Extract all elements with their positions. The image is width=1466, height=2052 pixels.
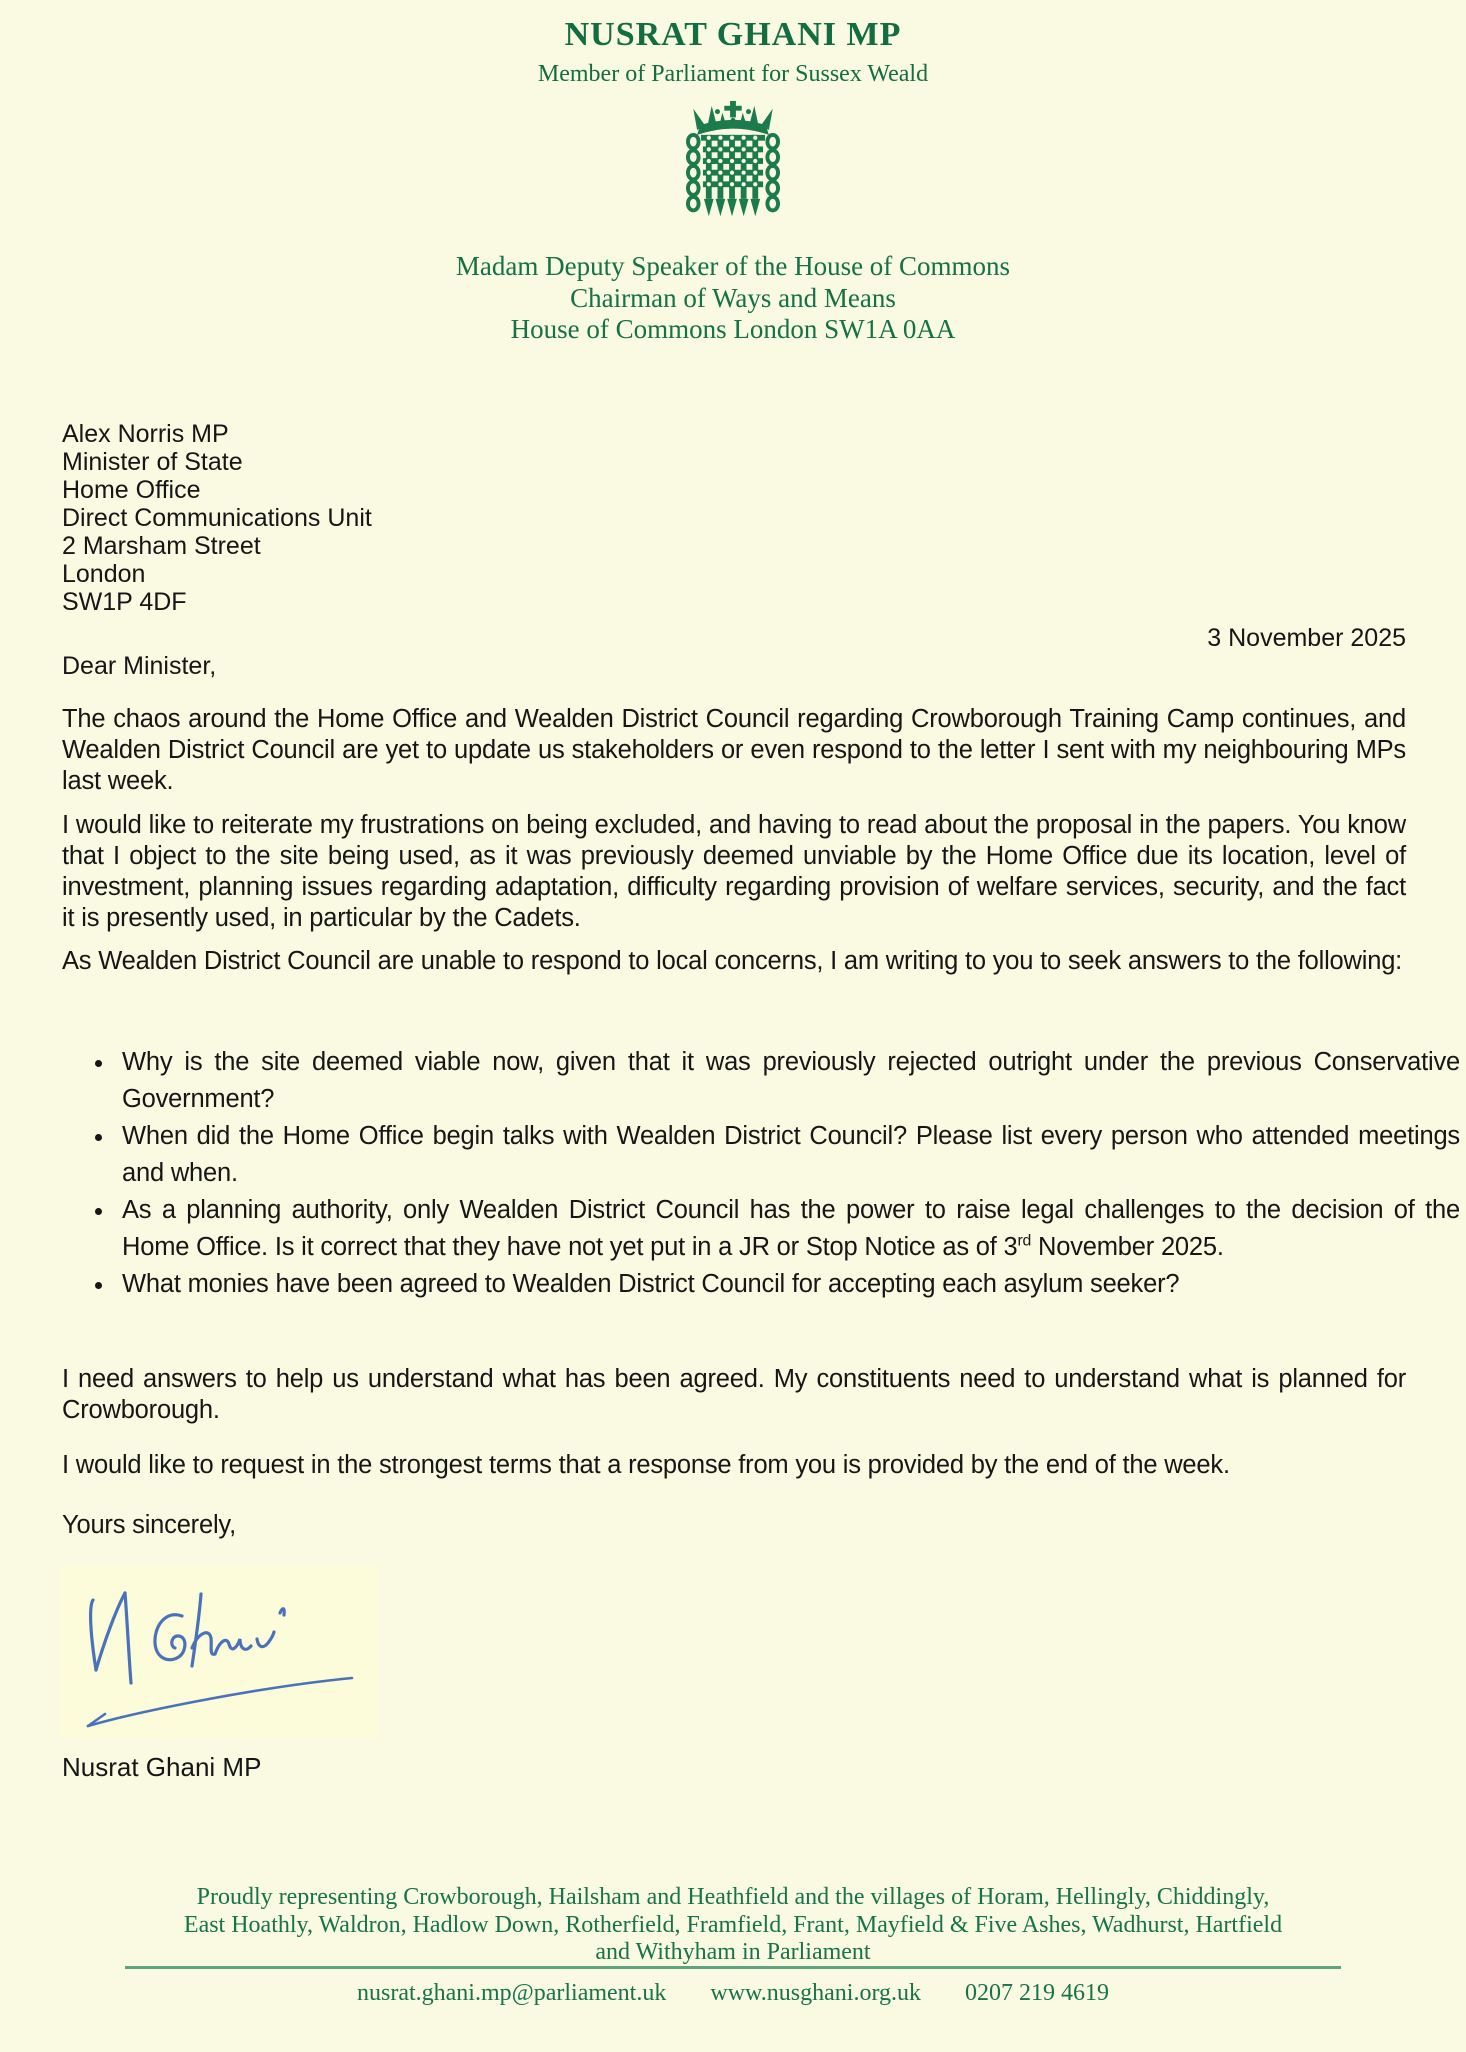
address-line: SW1P 4DF	[62, 588, 187, 616]
footer-representation-line: East Hoathly, Waldron, Hadlow Down, Rotherfield, Framfield, Frant, Mayfield & Five Ashes, Wadhurst, Hartfield	[183, 1911, 1283, 1938]
bullet-text: November 2025.	[1031, 1233, 1224, 1261]
address-line: London	[62, 560, 146, 588]
valediction: Yours sincerely,	[62, 1511, 236, 1539]
letterhead	[0, 16, 1466, 346]
bullet-item	[116, 1118, 1460, 1192]
portcullis-logo	[0, 100, 1466, 229]
portcullis-icon	[684, 100, 782, 224]
footer-representation-line: and Withyham in Parliament	[595, 1939, 871, 1965]
letter-date: 3 November 2025	[1207, 624, 1406, 652]
role-line: House of Commons London SW1A 0AA	[510, 314, 956, 344]
bullet-item	[116, 1266, 1460, 1303]
footer-representation-line: Proudly representing Crowborough, Hailsham and Heathfield and the villages of Horam, Hellingly, Chiddingly,	[196, 1884, 1270, 1910]
role-line: Chairman of Ways and Means	[570, 282, 896, 313]
bullet-text: What monies have been agreed to Wealden District Council for accepting each asylum seeker?	[122, 1270, 1180, 1298]
bullet-text: Why is the site deemed viable now, given that it was previously rejected outright under the previous Conservative Government?	[122, 1048, 1460, 1113]
body-paragraph-1: The chaos around the Home Office and Wealden District Council regarding Crowborough Training Camp continues, and Wealden District Council are yet to update us stakeholders or even respond to the letter I sent with my neighbouring MPs last week.	[62, 705, 1406, 795]
recipient-honorific-block	[0, 251, 1466, 346]
footer-email: nusrat.ghani.mp@parliament.uk	[356, 1980, 667, 2006]
ordinal-superscript: rd	[1017, 1232, 1032, 1250]
address-line: 2 Marsham Street	[62, 532, 261, 560]
mp-subtitle: Member of Parliament for Sussex Weald	[537, 61, 929, 87]
bullet-item	[116, 1192, 1460, 1266]
footer-divider	[125, 1966, 1341, 1969]
body-paragraph-4: I need answers to help us understand what has been agreed. My constituents need to understand what is planned for Crowborough.	[62, 1365, 1406, 1424]
signature-block	[60, 1566, 378, 1738]
bullet-item	[116, 1044, 1460, 1118]
sender-typed-name: Nusrat Ghani MP	[62, 1752, 262, 1782]
bullet-list	[62, 1044, 1460, 1303]
footer-representation	[0, 1884, 1466, 1967]
footer-phone: 0207 219 4619	[965, 1980, 1110, 2006]
salutation: Dear Minister,	[62, 652, 217, 680]
bullet-text: When did the Home Office begin talks with Wealden District Council? Please list every person who attended meetings and when.	[122, 1122, 1460, 1187]
footer-website: www.nusghani.org.uk	[710, 1980, 922, 2006]
role-line: Madam Deputy Speaker of the House of Commons	[455, 251, 1011, 281]
mp-name: NUSRAT GHANI MP	[564, 16, 902, 53]
address-line: Home Office	[62, 476, 201, 504]
address-line: Minister of State	[62, 448, 243, 476]
body-paragraph-2: I would like to reiterate my frustrations on being excluded, and having to read about the proposal in the papers. You know that I object to the site being used, as it was previously deemed unviable by the Home Office due its location, level of investment, planning issues regarding adaptation, difficulty regarding provision of welfare services, security, and the fact it is presently used, in particular by the Cadets.	[62, 811, 1406, 932]
body-paragraph-3: As Wealden District Council are unable to respond to local concerns, I am writing to you to seek answers to the following:	[62, 947, 1403, 975]
address-line: Alex Norris MP	[62, 420, 229, 448]
body-paragraph-5: I would like to request in the strongest terms that a response from you is provided by the end of the week.	[62, 1451, 1230, 1479]
footer-contact	[0, 1980, 1466, 2007]
address-line: Direct Communications Unit	[62, 504, 372, 532]
signature-image	[60, 1566, 378, 1738]
recipient-address	[62, 420, 372, 616]
bullet-text: As a planning authority, only Wealden District Council has the power to raise legal challenges to the decision of the Home Office. Is it correct that they have not yet put in a JR or Stop Notice as of 3	[122, 1196, 1460, 1261]
